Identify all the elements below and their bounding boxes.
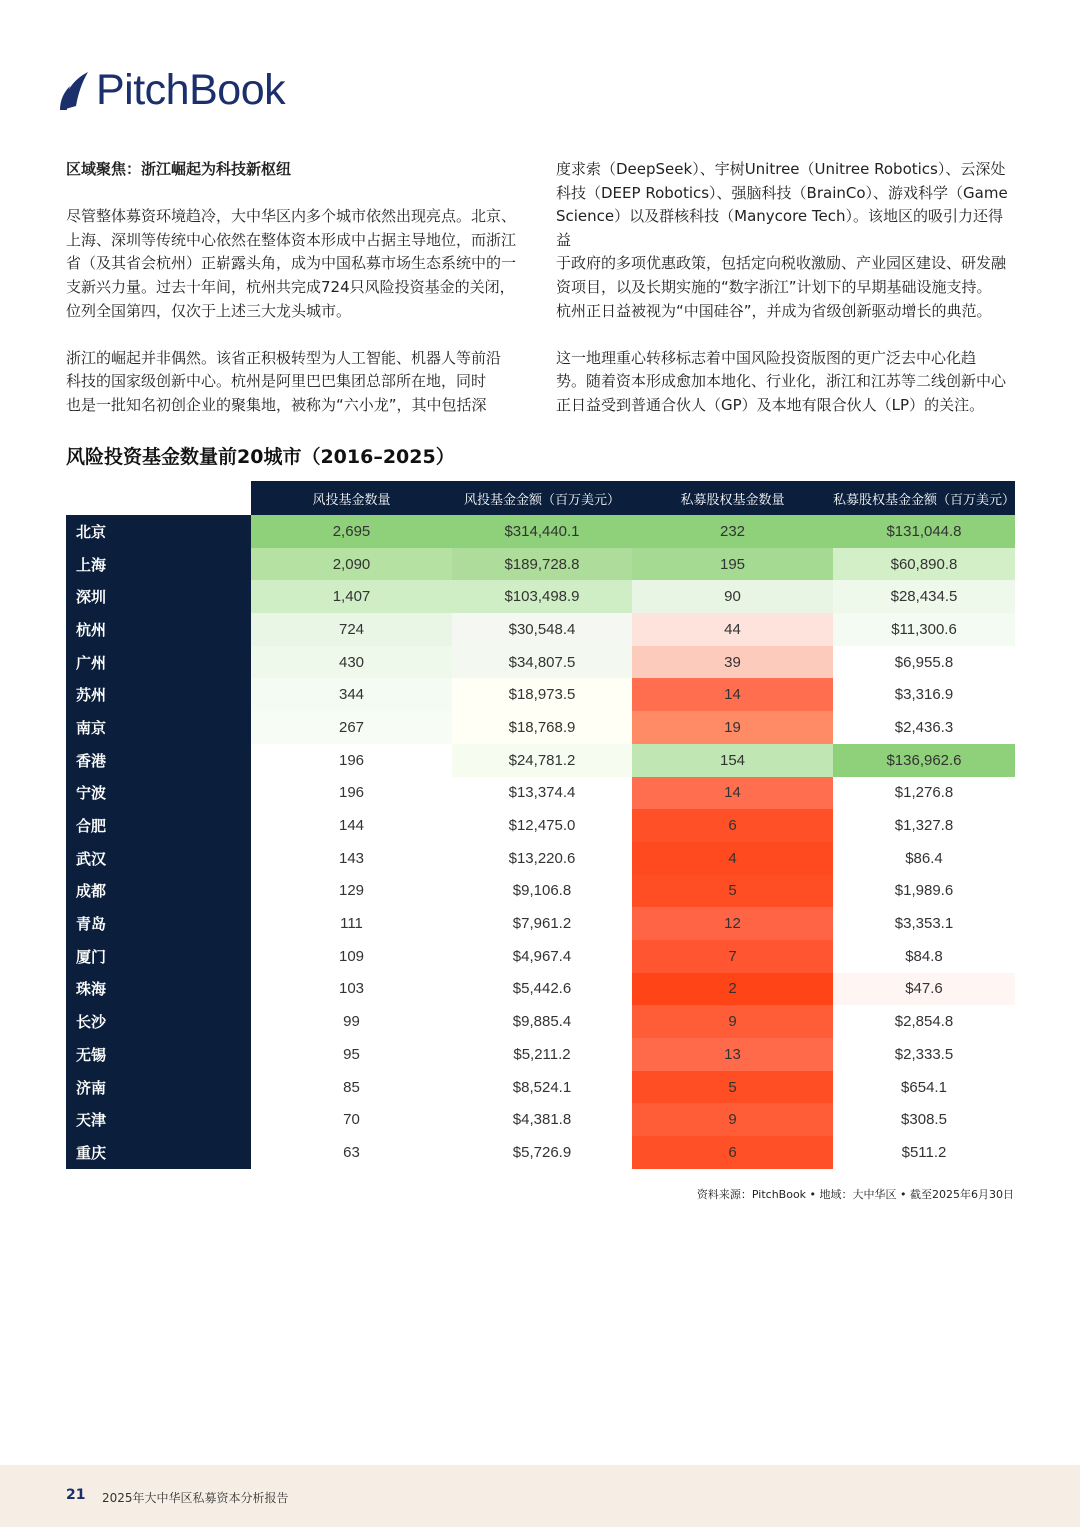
- table-cell: $1,276.8: [833, 777, 1015, 810]
- table-cell: 144: [251, 809, 452, 842]
- table-row: [66, 744, 1015, 777]
- table-cell: 2,695: [251, 515, 452, 548]
- table-cell: $47.6: [833, 973, 1015, 1006]
- table-cell: $9,106.8: [452, 875, 632, 908]
- table-row: [66, 777, 1015, 810]
- table-cell: 63: [251, 1136, 452, 1169]
- table-cell: $136,962.6: [833, 744, 1015, 777]
- table-cell: 196: [251, 777, 452, 810]
- table-cell: 154: [632, 744, 833, 777]
- city-label: 广州: [66, 646, 251, 679]
- table-cell: $4,381.8: [452, 1103, 632, 1136]
- table-cell: $131,044.8: [833, 515, 1015, 548]
- table-cell: 267: [251, 711, 452, 744]
- table-cell: $3,353.1: [833, 907, 1015, 940]
- table-cell: 6: [632, 1136, 833, 1169]
- table-cell: 6: [632, 809, 833, 842]
- table-cell: $654.1: [833, 1071, 1015, 1104]
- paragraph: 度求索（DeepSeek）、宇树Unitree（Unitree Robotics）、云深处 科技（DEEP Robotics）、强脑科技（BrainCo）、游戏科学（Game Science）以及群核科技（Manycore Tech）。该地区的吸引力还得益 于政府的多项优惠政策，包括定向税收激励、产业园区建设、研发融 资项目，以及长期实施的“数字浙江”计划下的早期基础设施支持。 杭州正日益被视为“中国硅谷”，并成为省级创新驱动增长的典范。: [556, 160, 1008, 320]
- city-label: 南京: [66, 711, 251, 744]
- table-cell: $1,989.6: [833, 875, 1015, 908]
- table-cell: 70: [251, 1103, 452, 1136]
- column-header: 私募股权基金金额（百万美元）: [833, 481, 1015, 515]
- table-cell: 4: [632, 842, 833, 875]
- table-cell: 111: [251, 907, 452, 940]
- table-cell: $189,728.8: [452, 548, 632, 581]
- table-row: [66, 515, 1015, 548]
- table-cell: $2,436.3: [833, 711, 1015, 744]
- table-cell: $28,434.5: [833, 580, 1015, 613]
- table-cell: 344: [251, 678, 452, 711]
- table-cell: $1,327.8: [833, 809, 1015, 842]
- table-cell: $12,475.0: [452, 809, 632, 842]
- table-row: [66, 1071, 1015, 1104]
- paragraph: 这一地理重心转移标志着中国风险投资版图的更广泛去中心化趋 势。随着资本形成愈加本地化、行业化，浙江和江苏等二线创新中心 正日益受到普通合伙人（GP）及本地有限合伙人（LP）的关注。: [556, 348, 1007, 414]
- table-cell: $2,333.5: [833, 1038, 1015, 1071]
- column-header: 风投基金数量: [251, 481, 452, 515]
- table-cell: 5: [632, 1071, 833, 1104]
- city-label: 香港: [66, 744, 251, 777]
- table-cell: $34,807.5: [452, 646, 632, 679]
- table-cell: $84.8: [833, 940, 1015, 973]
- pitchbook-logo: [58, 66, 285, 115]
- city-label: 武汉: [66, 842, 251, 875]
- city-label: 上海: [66, 548, 251, 581]
- table-cell: $11,300.6: [833, 613, 1015, 646]
- table-row: [66, 548, 1015, 581]
- article-right-column: [556, 158, 1016, 441]
- table-cell: 14: [632, 678, 833, 711]
- table-row: [66, 907, 1015, 940]
- table-cell: 99: [251, 1005, 452, 1038]
- table-cell: 2: [632, 973, 833, 1006]
- city-label: 北京: [66, 515, 251, 548]
- table-cell: $13,374.4: [452, 777, 632, 810]
- table-body: [66, 515, 1015, 1169]
- page-footer: [0, 1465, 1080, 1527]
- report-name: 2025年大中华区私募资本分析报告: [102, 1491, 289, 1505]
- table-cell: $8,524.1: [452, 1071, 632, 1104]
- table-cell: $4,967.4: [452, 940, 632, 973]
- table-row: [66, 711, 1015, 744]
- table-header-row: [66, 481, 1015, 515]
- table-cell: 85: [251, 1071, 452, 1104]
- table-cell: 196: [251, 744, 452, 777]
- table-row: [66, 678, 1015, 711]
- city-label: 珠海: [66, 973, 251, 1006]
- table-cell: 44: [632, 613, 833, 646]
- table-cell: 430: [251, 646, 452, 679]
- table-cell: $9,885.4: [452, 1005, 632, 1038]
- table-cell: 2,090: [251, 548, 452, 581]
- city-label: 长沙: [66, 1005, 251, 1038]
- table-cell: $511.2: [833, 1136, 1015, 1169]
- table-cell: 19: [632, 711, 833, 744]
- table-cell: 7: [632, 940, 833, 973]
- header-blank: [66, 481, 251, 515]
- table-cell: 39: [632, 646, 833, 679]
- city-label: 厦门: [66, 940, 251, 973]
- table-cell: 143: [251, 842, 452, 875]
- table-cell: $18,768.9: [452, 711, 632, 744]
- table-cell: $3,316.9: [833, 678, 1015, 711]
- table-cell: $18,973.5: [452, 678, 632, 711]
- city-label: 宁波: [66, 777, 251, 810]
- city-label: 重庆: [66, 1136, 251, 1169]
- table-cell: $5,726.9: [452, 1136, 632, 1169]
- table-cell: 90: [632, 580, 833, 613]
- city-label: 济南: [66, 1071, 251, 1104]
- logo-text: PitchBook: [96, 66, 286, 114]
- table-title: 风险投资基金数量前20城市（2016–2025）: [66, 446, 455, 468]
- table-cell: 1,407: [251, 580, 452, 613]
- table-cell: 195: [632, 548, 833, 581]
- table-cell: 103: [251, 973, 452, 1006]
- city-label: 天津: [66, 1103, 251, 1136]
- column-header: 风投基金金额（百万美元）: [452, 481, 632, 515]
- table-row: [66, 646, 1015, 679]
- table-cell: $60,890.8: [833, 548, 1015, 581]
- table-cell: 129: [251, 875, 452, 908]
- table-cell: $314,440.1: [452, 515, 632, 548]
- table-row: [66, 613, 1015, 646]
- table-row: [66, 973, 1015, 1006]
- city-label: 青岛: [66, 907, 251, 940]
- table-cell: $5,211.2: [452, 1038, 632, 1071]
- table-row: [66, 1005, 1015, 1038]
- table-cell: 232: [632, 515, 833, 548]
- table-row: [66, 809, 1015, 842]
- table-row: [66, 1136, 1015, 1169]
- table-row: [66, 875, 1015, 908]
- table-row: [66, 1038, 1015, 1071]
- table-cell: $103,498.9: [452, 580, 632, 613]
- paragraph: 尽管整体募资环境趋冷，大中华区内多个城市依然出现亮点。北京、 上海、深圳等传统中心依然在整体资本形成中占据主导地位，而浙江 省（及其省会杭州）正崭露头角，成为中国私募市场生态系统中的一 支新兴力量。过去十年间，杭州共完成724只风险投资基金的关闭， 位列全国第四，仅次于上述三大龙头城市。: [66, 207, 517, 320]
- table-cell: 5: [632, 875, 833, 908]
- table-cell: 9: [632, 1103, 833, 1136]
- paragraph: 浙江的崛起并非偶然。该省正积极转型为人工智能、机器人等前沿 科技的国家级创新中心。杭州是阿里巴巴集团总部所在地，同时 也是一批知名初创企业的聚集地，被称为“六小龙”，其中包括深: [66, 348, 502, 414]
- table-cell: $30,548.4: [452, 613, 632, 646]
- table-row: [66, 1103, 1015, 1136]
- table-cell: 724: [251, 613, 452, 646]
- city-label: 深圳: [66, 580, 251, 613]
- article-left-column: [66, 158, 526, 441]
- table-row: [66, 580, 1015, 613]
- table-cell: $86.4: [833, 842, 1015, 875]
- city-label: 成都: [66, 875, 251, 908]
- table-cell: 9: [632, 1005, 833, 1038]
- city-label: 无锡: [66, 1038, 251, 1071]
- city-label: 苏州: [66, 678, 251, 711]
- table-cell: 12: [632, 907, 833, 940]
- table-cell: $308.5: [833, 1103, 1015, 1136]
- table-cell: 14: [632, 777, 833, 810]
- table-cell: $13,220.6: [452, 842, 632, 875]
- table-row: [66, 842, 1015, 875]
- table-row: [66, 940, 1015, 973]
- page-number: 21: [66, 1487, 86, 1503]
- table-cell: $5,442.6: [452, 973, 632, 1006]
- table-cell: 95: [251, 1038, 452, 1071]
- table-cell: $2,854.8: [833, 1005, 1015, 1038]
- section-heading: 区域聚焦：浙江崛起为科技新枢纽: [66, 160, 292, 178]
- table-cell: 13: [632, 1038, 833, 1071]
- column-header: 私募股权基金数量: [632, 481, 833, 515]
- pitchbook-logo-icon: [58, 70, 92, 112]
- table-cell: $6,955.8: [833, 646, 1015, 679]
- heatmap-table: [66, 481, 1015, 1169]
- table-cell: $7,961.2: [452, 907, 632, 940]
- table-cell: $24,781.2: [452, 744, 632, 777]
- city-label: 杭州: [66, 613, 251, 646]
- source-note: 资料来源：PitchBook • 地域：大中华区 • 截至2025年6月30日: [696, 1188, 1014, 1201]
- table-cell: 109: [251, 940, 452, 973]
- city-label: 合肥: [66, 809, 251, 842]
